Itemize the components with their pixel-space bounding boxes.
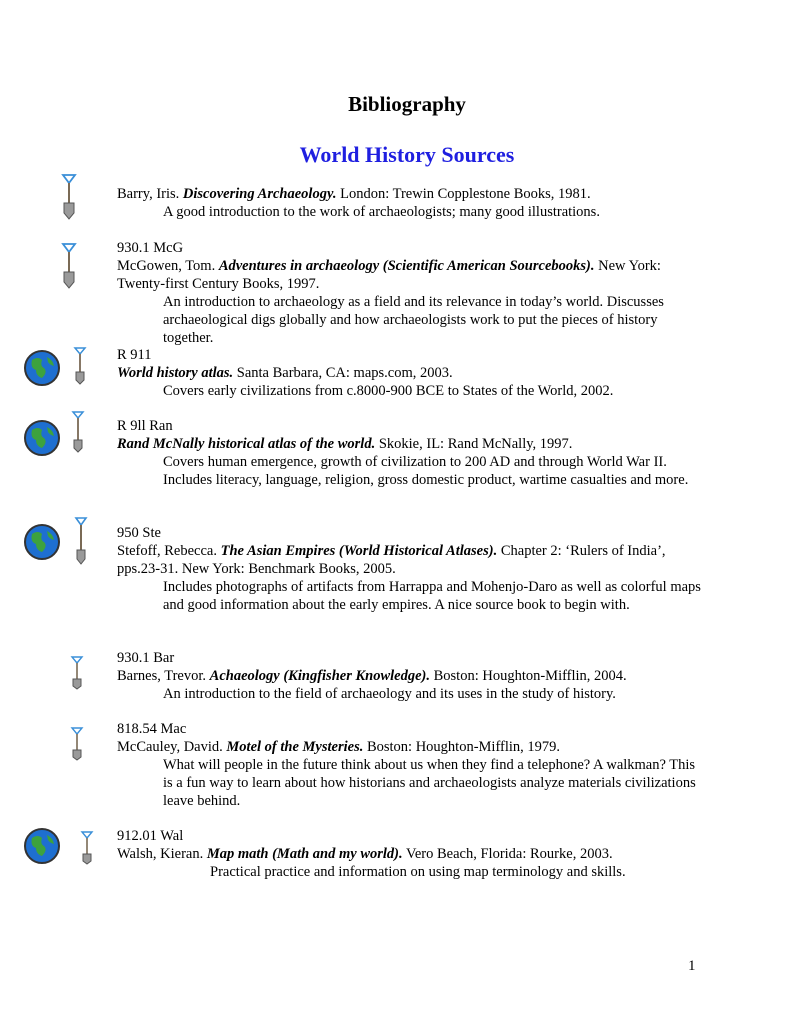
annotation: A good introduction to the work of archaeologists; many good illustrations.: [163, 204, 600, 220]
citation: [117, 738, 702, 756]
publication-info: New York: Twenty-first Century Books, 1997.: [117, 258, 661, 292]
page-subtitle: World History Sources: [299, 142, 515, 167]
book-title: Map math (Math and my world).: [206, 846, 403, 862]
shovel-icon: [72, 346, 88, 386]
publication-info: Boston: Houghton-Mifflin, 2004.: [429, 668, 627, 684]
shovel-icon: [72, 516, 90, 566]
citation: [117, 542, 702, 578]
bibliography-entry: [117, 417, 702, 489]
globe-icon: [22, 826, 62, 866]
book-title: The Asian Empires (World Historical Atlases).: [220, 543, 498, 559]
publication-info: Boston: Houghton-Mifflin, 1979.: [363, 739, 561, 755]
call-number: R 911: [117, 347, 152, 363]
book-title: Rand McNally historical atlas of the world.: [117, 436, 376, 452]
citation: [117, 435, 702, 453]
author: Walsh, Kieran.: [117, 846, 207, 862]
annotation: Includes photographs of artifacts from Harrappa and Mohenjo-Daro as well as colorful maps and good information about the early empires. A nice source book to begin with.: [163, 579, 701, 613]
author: McCauley, David.: [117, 739, 227, 755]
shovel-icon: [70, 726, 84, 762]
call-number: 930.1 McG: [117, 240, 184, 256]
call-number: R 9ll Ran: [117, 418, 173, 434]
book-title: Motel of the Mysteries.: [226, 739, 364, 755]
shovel-icon: [58, 242, 80, 290]
bibliography-entry: [117, 720, 702, 810]
bibliography-entry: [117, 346, 702, 400]
shovel-icon: [58, 173, 80, 221]
shovel-icon: [70, 410, 86, 454]
globe-icon: [22, 348, 62, 388]
publication-info: Vero Beach, Florida: Rourke, 2003.: [402, 846, 613, 862]
author: Stefoff, Rebecca.: [117, 543, 221, 559]
page-number: 1: [688, 958, 696, 974]
bibliography-entry: [117, 649, 702, 703]
bibliography-entry: [117, 827, 702, 881]
publication-info: London: Trewin Copplestone Books, 1981.: [336, 186, 591, 202]
call-number: 912.01 Wal: [117, 828, 184, 844]
author: Barry, Iris.: [117, 186, 183, 202]
publication-info: Chapter 2: ‘Rulers of India’, pps.23-31. New York: Benchmark Books, 2005.: [117, 543, 666, 577]
globe-icon: [22, 522, 62, 562]
shovel-icon: [70, 655, 84, 691]
bibliography-entry: [117, 524, 702, 614]
annotation: An introduction to archaeology as a field and its relevance in today’s world. Discusses archaeological digs globally and how archaeologists work to put the pieces of history together.: [163, 294, 664, 346]
citation: [117, 364, 702, 382]
citation: [117, 257, 702, 293]
globe-icon: [22, 418, 62, 458]
annotation: Practical practice and information on using map terminology and skills.: [210, 864, 626, 880]
annotation: Covers human emergence, growth of civilization to 200 AD and through World War II. Includes literacy, language, religion, gross domestic product, wartime casualties and more.: [163, 454, 689, 488]
publication-info: Santa Barbara, CA: maps.com, 2003.: [233, 365, 453, 381]
citation: [117, 845, 702, 863]
annotation: Covers early civilizations from c.8000-900 BCE to States of the World, 2002.: [163, 383, 614, 399]
citation: [117, 185, 702, 203]
page-title: Bibliography: [348, 92, 466, 116]
call-number: 950 Ste: [117, 525, 161, 541]
annotation: What will people in the future think about us when they find a telephone? A walkman? This is a fun way to learn about how historians and archaeologists analyze materials civilizations leave behind.: [163, 757, 696, 809]
book-title: Adventures in archaeology (Scientific American Sourcebooks).: [218, 258, 595, 274]
bibliography-entry: [117, 239, 702, 347]
bibliography-entry: [117, 185, 702, 221]
book-title: World history atlas.: [117, 365, 234, 381]
call-number: 818.54 Mac: [117, 721, 187, 737]
author: Barnes, Trevor.: [117, 668, 210, 684]
annotation: An introduction to the field of archaeology and its uses in the study of history.: [163, 686, 616, 702]
book-title: Discovering Archaeology.: [182, 186, 337, 202]
call-number: 930.1 Bar: [117, 650, 175, 666]
shovel-icon: [80, 830, 94, 866]
author: McGowen, Tom.: [117, 258, 219, 274]
publication-info: Skokie, IL: Rand McNally, 1997.: [375, 436, 573, 452]
book-title: Achaeology (Kingfisher Knowledge).: [209, 668, 430, 684]
citation: [117, 667, 702, 685]
